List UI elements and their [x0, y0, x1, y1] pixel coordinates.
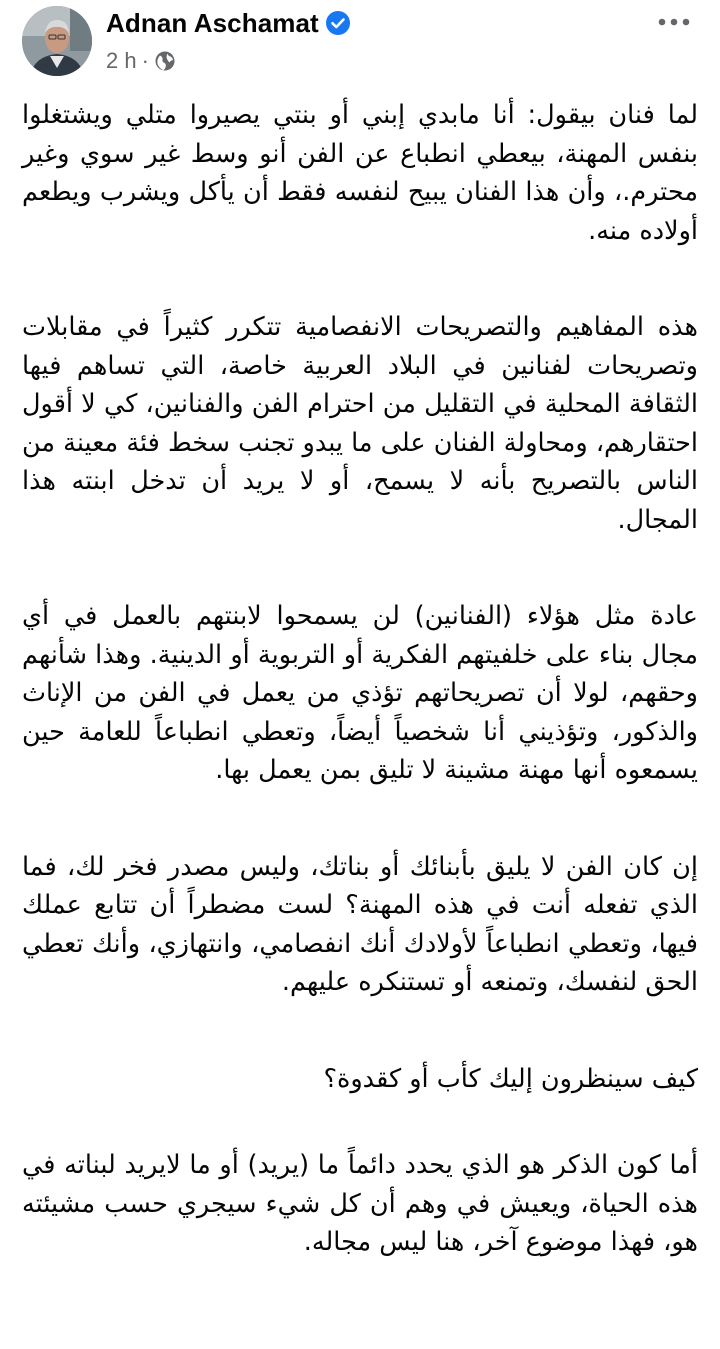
avatar[interactable] — [22, 6, 92, 76]
meta-separator: · — [141, 48, 149, 73]
author-row — [106, 4, 351, 42]
more-options-icon — [656, 17, 692, 27]
author-name[interactable]: Adnan Aschamat — [106, 7, 319, 38]
globe-icon[interactable] — [154, 50, 176, 72]
post-meta — [106, 46, 176, 76]
post-paragraph: لما فنان بيقول: أنا مابدي إبني أو بنتي يصيروا متلي ويشتغلوا بنفس المهنة، بيعطي انطباع عن الفن أنو وسط غير سوي وغير محترم.، وأن هذا الفنان يبيح لنفسه فقط أن يأكل ويشرب ويطعم أولاده منه. — [22, 100, 698, 246]
post-paragraph: كيف سينظرون إليك كأب أو كقدوة؟ — [323, 1063, 698, 1094]
post-paragraph: أما كون الذكر هو الذي يحدد دائماً ما (يريد) أو ما لايريد لبناته في هذه الحياة، ويعيش في وهم أن كل شيء سيجري حسب مشيئته هو، فهذا موضوع آخر، هنا ليس مجاله. — [22, 1150, 698, 1257]
post-header — [0, 0, 720, 86]
avatar-photo — [22, 6, 92, 76]
verified-badge-icon — [325, 10, 351, 36]
post-timestamp[interactable]: 2 h — [106, 48, 137, 73]
post-paragraph: عادة مثل هؤلاء (الفنانين) لن يسمحوا لابنتهم بالعمل في أي مجال بناء على خلفيتهم الفكرية أو التربوية أو الدينية. وهذا شأنهم وحقهم، لولا أن تصريحاتهم تؤذي من يعمل في الفن من الإناث والذكور، وتؤذيني أنا شخصياً أيضاً، وتعطي انطباعاً للعامة حين يسمعوه أنها مهنة مشينة لا تليق بمن يعمل بها. — [22, 601, 698, 785]
post-paragraph: هذه المفاهيم والتصريحات الانفصامية تتكرر كثيراً في مقابلات وتصريحات لفنانين في البلاد العربية خاصة، التي تساهم فيها الثقافة المحلية في التقليل من احترام الفن والفنانين، كي لا أقول احتقارهم، ومحاولة الفنان على ما يبدو تجنب سخط فئة معينة من الناس بالتصريح بأنه لا يسمح، أو لا يريد أن تدخل ابنته هذا المجال. — [22, 312, 698, 535]
more-options-button[interactable] — [652, 6, 696, 38]
post-text — [22, 96, 698, 1320]
post-paragraph: إن كان الفن لا يليق بأبنائك أو بناتك، وليس مصدر فخر لك، فما الذي تفعله أنت في هذه المهنة؟ لست مضطراً أن تتابع عملك فيها، وتعطي انطباعاً لأولادك أنك انفصامي، وانتهازي، وأنك تعطي الحق لنفسك، وتمنعه أو تستنكره عليهم. — [22, 851, 698, 997]
